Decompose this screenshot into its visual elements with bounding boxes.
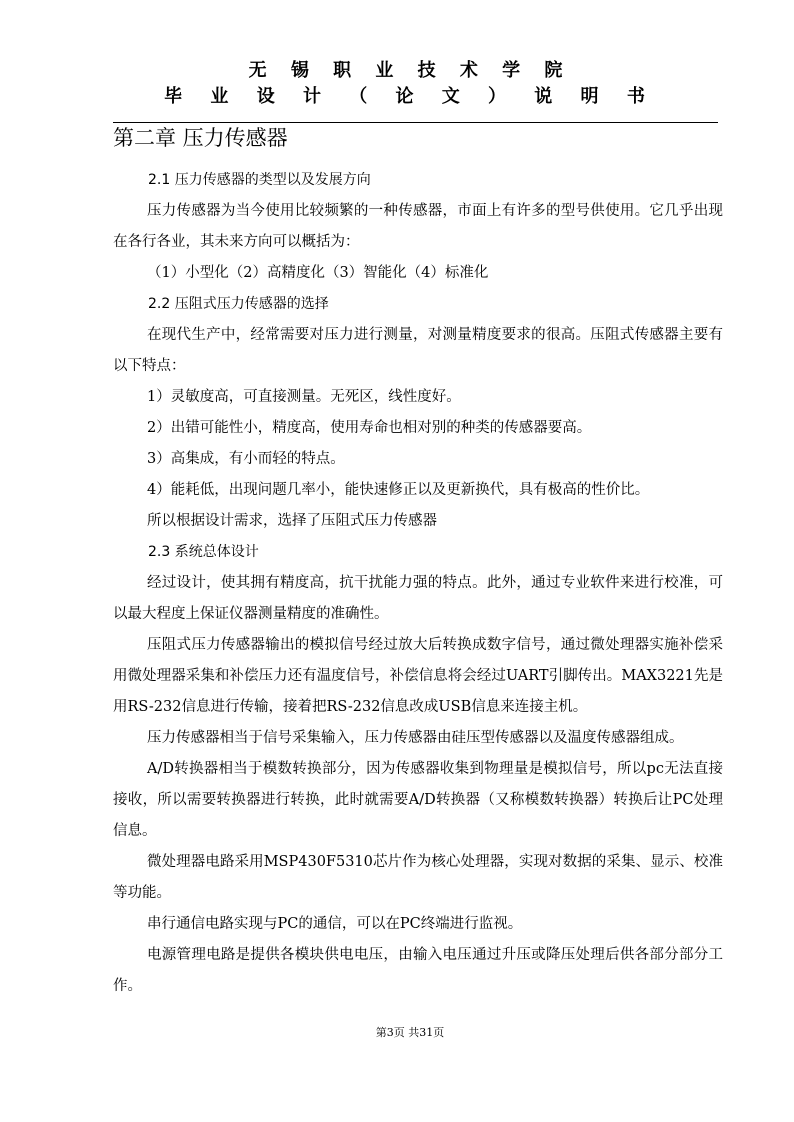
section-heading-2-1: 2.1 压力传感器的类型以及发展方向 — [148, 172, 371, 188]
list-item: 1）灵敏度高，可直接测量。无死区，线性度好。 — [147, 389, 461, 405]
document-body — [113, 165, 723, 1002]
paragraph: 电源管理电路是提供各模块供电电压，由输入电压通过升压或降压处理后供各部分部分工作。 — [113, 947, 723, 994]
document-type: 毕 业 设 计 （ 论 文 ） 说 明 书 — [164, 86, 656, 107]
school-name: 无 锡 职 业 技 术 学 院 — [248, 60, 572, 81]
paragraph: A/D转换器相当于模数转换部分，因为传感器收集到物理量是模拟信号，所以pc无法直接接收，所以需要转换器进行转换，此时就需要A/D转换器（又称模数转换器）转换后让PC处理信息。 — [113, 761, 723, 839]
paragraph: 在现代生产中，经常需要对压力进行测量，对测量精度要求的很高。压阻式传感器主要有以下特点： — [113, 327, 723, 374]
page-number: 第3页 共31页 — [375, 1026, 445, 1039]
paragraph: 压力传感器为当今使用比较频繁的一种传感器，市面上有许多的型号供使用。它几乎出现在各行各业，其未来方向可以概括为： — [113, 203, 723, 250]
paragraph: 微处理器电路采用MSP430F5310芯片作为核心处理器，实现对数据的采集、显示、校准等功能。 — [113, 854, 723, 901]
list-item: 3）高集成，有小而轻的特点。 — [147, 451, 345, 467]
list-item: 4）能耗低，出现问题几率小，能快速修正以及更新换代，具有极高的性价比。 — [147, 482, 650, 498]
paragraph: 压力传感器相当于信号采集输入，压力传感器由硅压型传感器以及温度传感器组成。 — [147, 730, 684, 746]
list-item: 所以根据设计需求，选择了压阻式压力传感器 — [147, 513, 437, 529]
paragraph: 串行通信电路实现与PC的通信，可以在PC终端进行监视。 — [147, 916, 523, 932]
paragraph: 压阻式压力传感器输出的模拟信号经过放大后转换成数字信号，通过微处理器实施补偿采用微处理器采集和补偿压力还有温度信号，补偿信息将会经过UART引脚传出。MAX3221先是用RS-232信息进行传输，接着把RS-232信息改成USB信息来连接主机。 — [113, 637, 723, 715]
section-heading-2-3: 2.3 系统总体设计 — [148, 544, 259, 560]
chapter-title: 第二章 压力传感器 — [113, 126, 288, 150]
list-item: （1）小型化（2）高精度化（3）智能化（4）标准化 — [147, 265, 489, 281]
list-item: 2）出错可能性小，精度高，使用寿命也相对别的种类的传感器要高。 — [147, 420, 592, 436]
paragraph: 经过设计，使其拥有精度高，抗干扰能力强的特点。此外，通过专业软件来进行校准，可以最大程度上保证仪器测量精度的准确性。 — [113, 575, 723, 622]
section-heading-2-2: 2.2 压阻式压力传感器的选择 — [148, 296, 329, 312]
